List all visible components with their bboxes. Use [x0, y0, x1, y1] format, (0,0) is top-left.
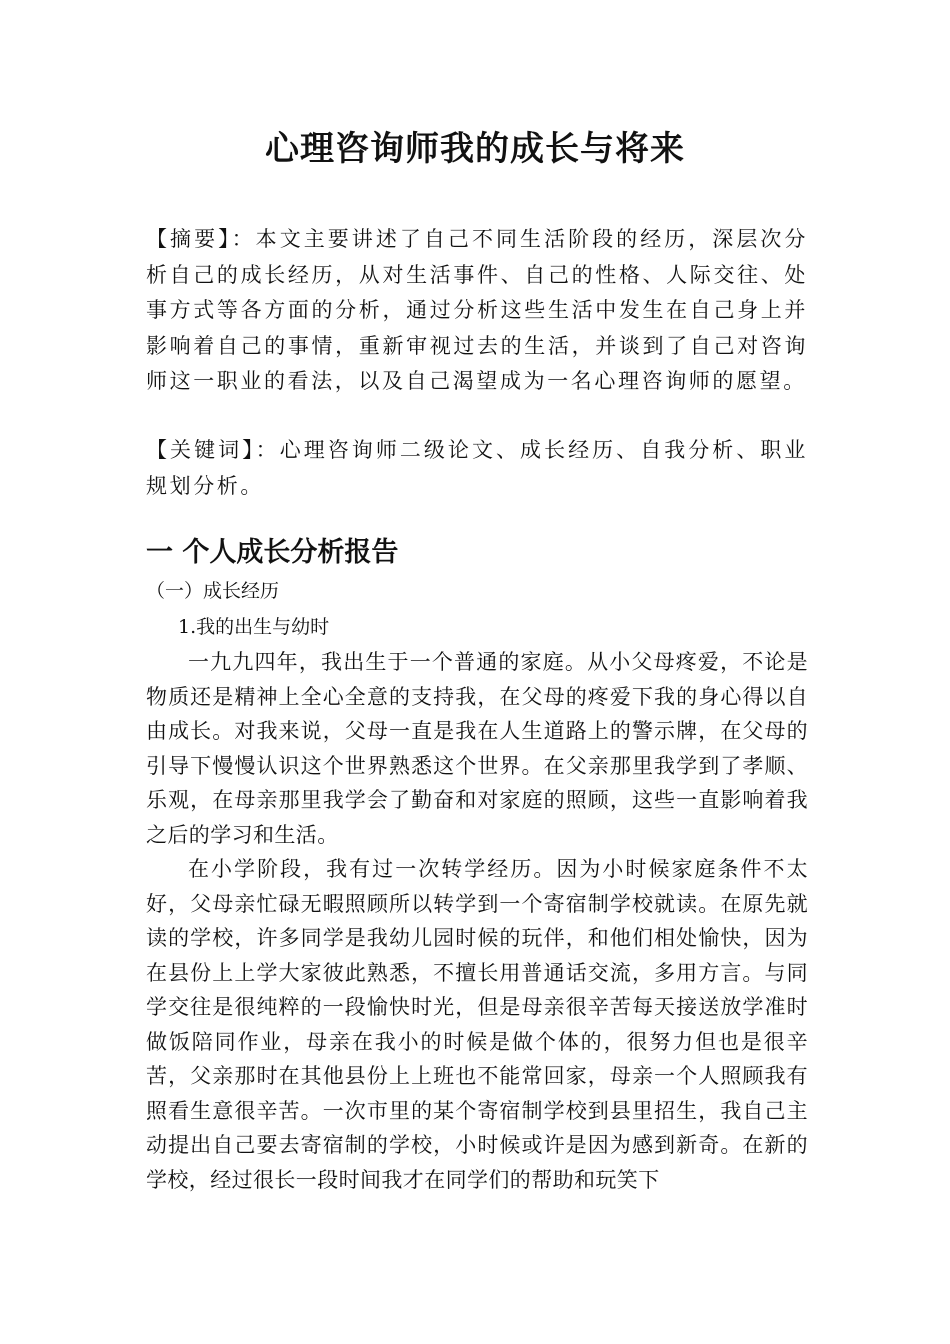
body-paragraph: 在小学阶段，我有过一次转学经历。因为小时候家庭条件不太好，父母亲忙碌无暇照顾所以转学到一个寄宿制学校就读。在原先就读的学校，许多同学是我幼儿园时候的玩伴，和他们相处愉快，因为在县份上上学大家彼此熟悉，不擅长用普通话交流，多用方言。与同学交往是很纯粹的一段愉快时光，但是母亲很辛苦每天接送放学准时做饭陪同作业，母亲在我小的时候是做个体的，很努力但也是很辛苦，父亲那时在其他县份上上班也不能常回家，母亲一个人照顾我有照看生意很辛苦。一次市里的某个寄宿制学校到县里招生，我自己主动提出自己要去寄宿制的学校，小时候或许是因为感到新奇。在新的学校，经过很长一段时间我才在同学们的帮助和玩笑下 [146, 857, 808, 1192]
abstract-label: 【摘要】： [146, 227, 256, 251]
section-heading: 一 个人成长分析报告 [146, 537, 399, 568]
abstract-paragraph [146, 222, 808, 400]
keywords-paragraph [146, 433, 808, 504]
keywords-label: 【关键词】： [146, 438, 280, 462]
subsection-heading: （一）成长经历 [146, 580, 280, 602]
document-title: 心理咨询师我的成长与将来 [265, 129, 685, 169]
abstract-text: 本文主要讲述了自己不同生活阶段的经历，深层次分析自己的成长经历，从对生活事件、自己的性格、人际交往、处事方式等各方面的分析，通过分析这些生活中发生在自己身上并影响着自己的事情，重新审视过去的生活，并谈到了自己对咨询师这一职业的看法，以及自己渴望成为一名心理咨询师的愿望。 [146, 227, 808, 393]
item-heading: 1.我的出生与幼时 [178, 616, 330, 638]
body-text [146, 645, 808, 1197]
body-paragraph: 一九九四年，我出生于一个普通的家庭。从小父母疼爱，不论是物质还是精神上全心全意的支持我，在父母的疼爱下我的身心得以自由成长。对我来说，父母一直是我在人生道路上的警示牌，在父母的引导下慢慢认识这个世界熟悉这个世界。在父亲那里我学到了孝顺、乐观，在母亲那里我学会了勤奋和对家庭的照顾，这些一直影响着我之后的学习和生活。 [146, 650, 808, 847]
keywords-text: 心理咨询师二级论文、成长经历、自我分析、职业规划分析。 [146, 438, 808, 498]
